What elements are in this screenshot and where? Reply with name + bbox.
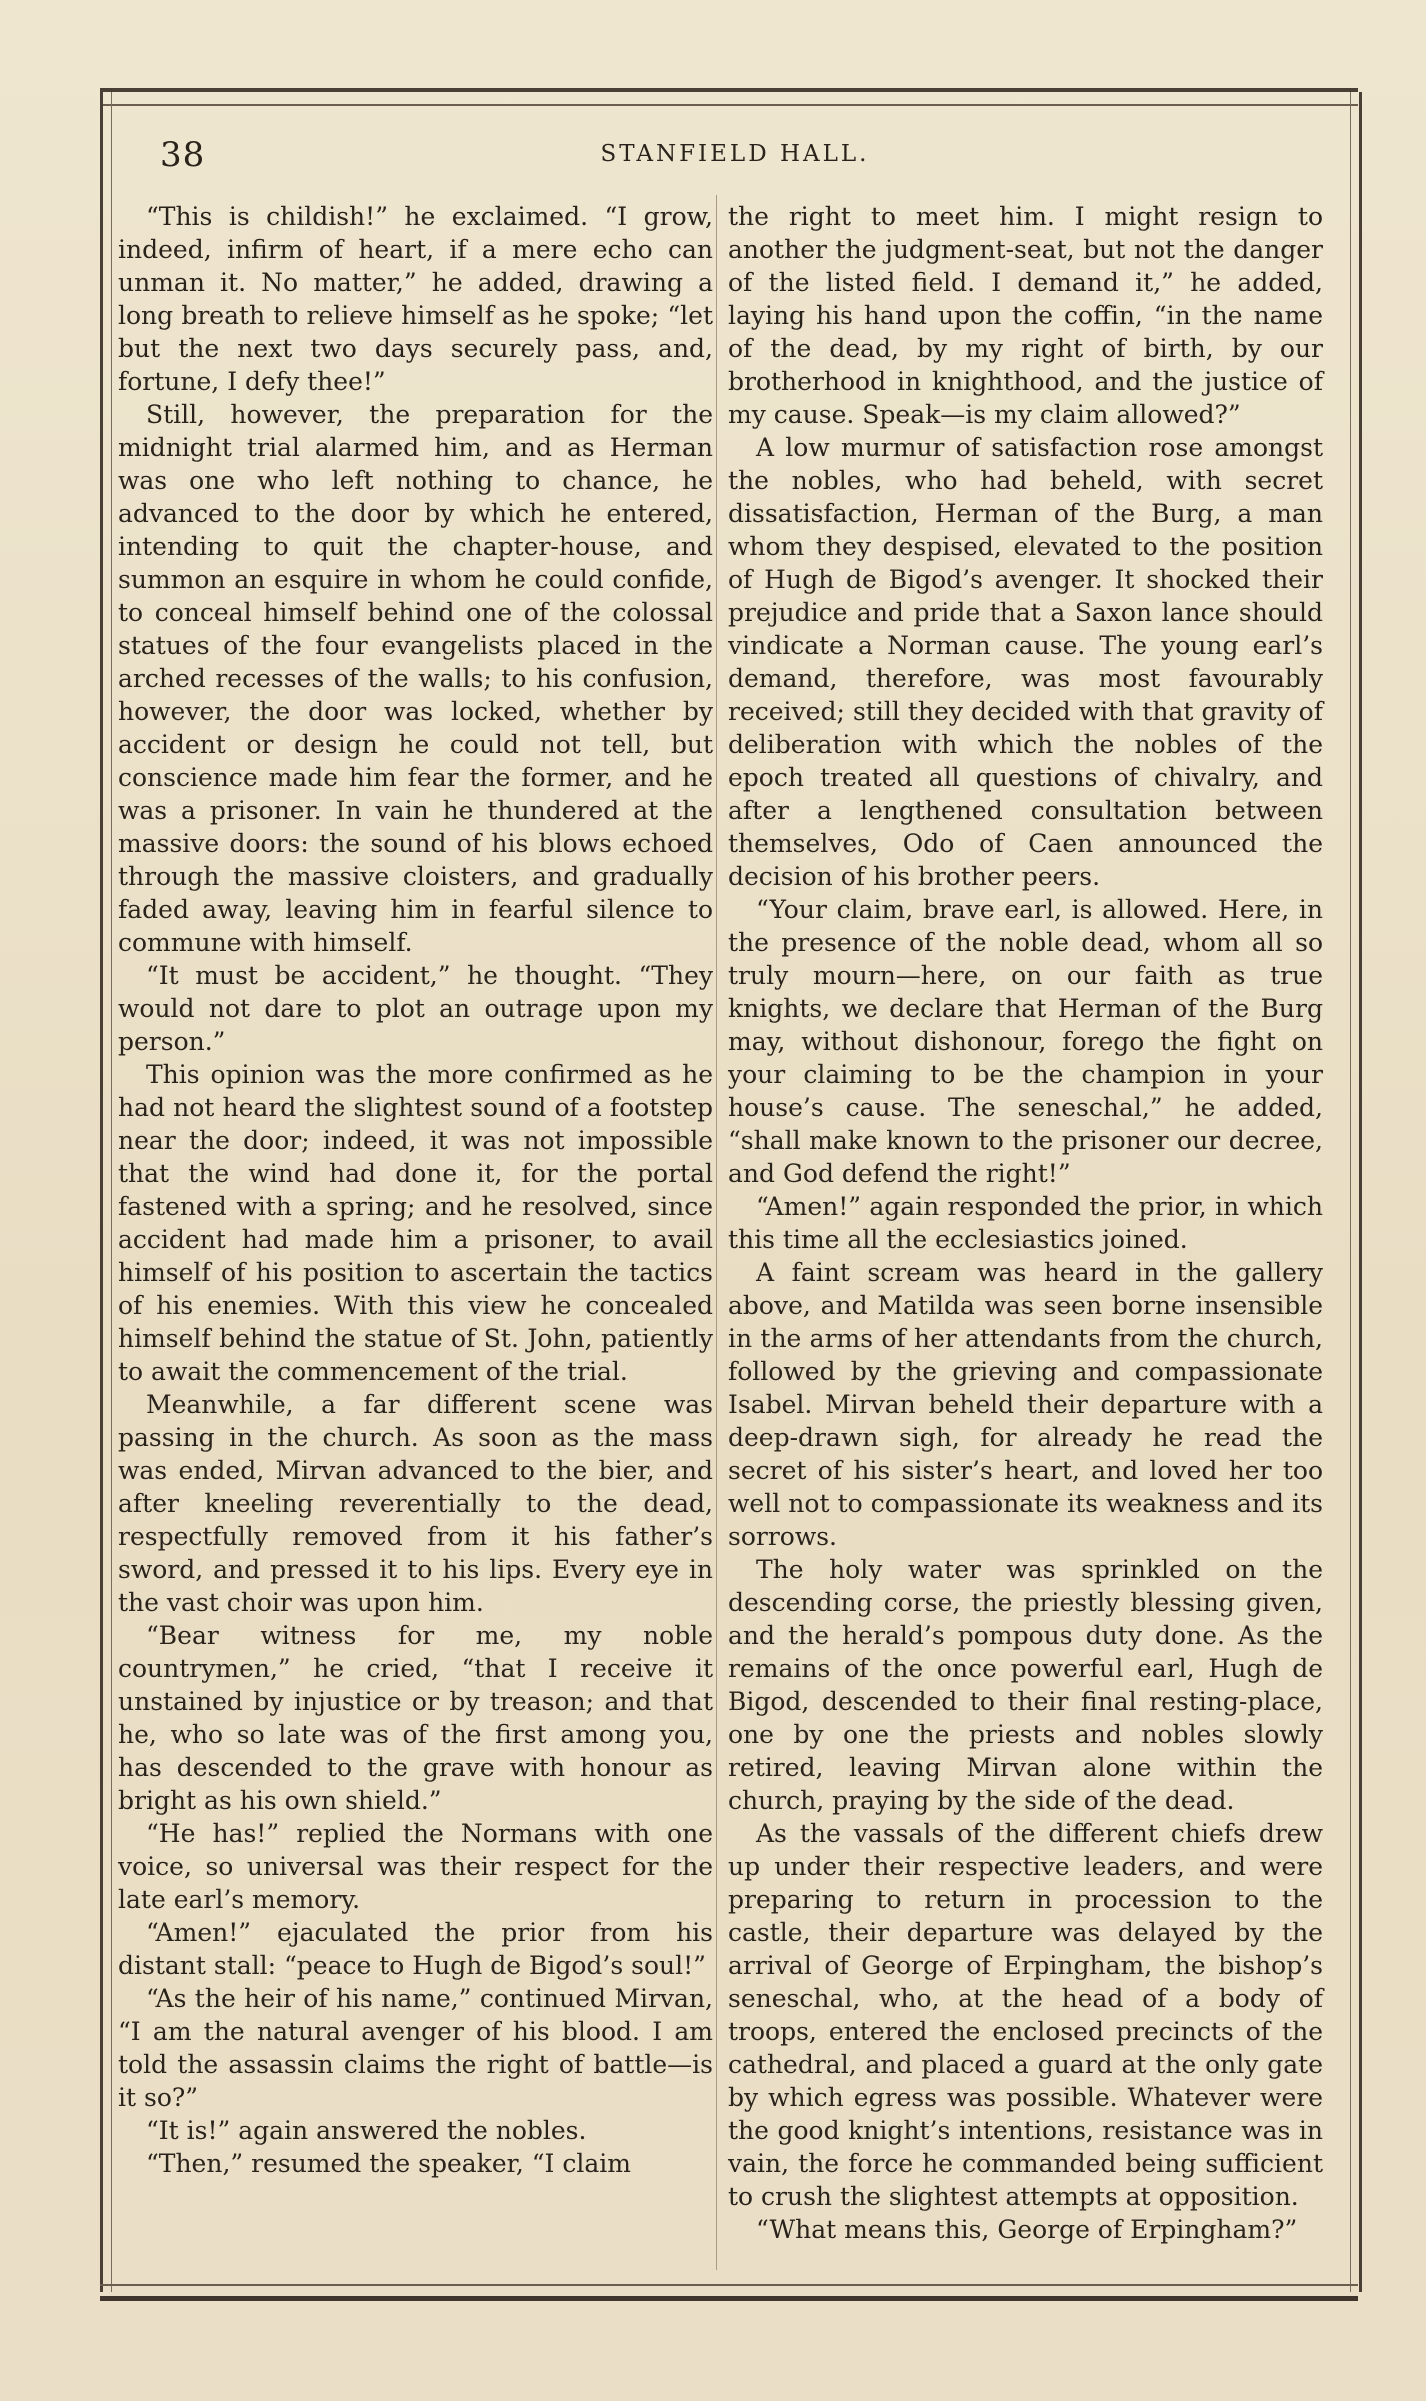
- paragraph: “It is!” again answered the nobles.: [146, 2116, 587, 2145]
- paragraph: Still, however, the preparation for the midnight trial alarmed him, and as Herman was one who left nothing to chance, he advanced to the door by which he entered, intending to quit the chapter-house, and summon an esquire in whom he could confide, to conceal himself behind one of the colossal statues of the four evangelists placed in the arched recesses of the walls; to his confusion, however, the door was locked, whether by accident or design he could not tell, but conscience made him fear the former, and he was a prisoner. In vain he thundered at the massive doors: the sound of his blows echoed through the massive cloisters, and gradually faded away, leaving him in fearful silence to commune with himself.: [118, 400, 713, 957]
- left-column: [118, 200, 713, 2180]
- running-title: STANFIELD HALL.: [600, 141, 870, 167]
- paragraph: “Then,” resumed the speaker, “I claim: [146, 2149, 631, 2178]
- page-frame-top-rule: [100, 88, 1358, 106]
- paragraph: This opinion was the more confirmed as he had not heard the slightest sound of a footstep near the door; indeed, it was not impossible that the wind had done it, for the portal fastened with a spring; and he resolved, since accident had made him a prisoner, to avail himself of his position to ascertain the tactics of his enemies. With this view he concealed himself behind the statue of St. John, patiently to await the commencement of the trial.: [118, 1060, 713, 1386]
- paragraph: “This is childish!” he exclaimed. “I grow, indeed, infirm of heart, if a mere echo can unman it. No matter,” he added, drawing a long breath to relieve himself as he spoke; “let but the next two days securely pass, and, fortune, I defy thee!”: [118, 202, 713, 396]
- paragraph: “What means this, George of Erpingham?”: [756, 2215, 1298, 2244]
- column-divider: [716, 195, 717, 2270]
- paragraph: “He has!” replied the Normans with one voice, so universal was their respect for the late earl’s memory.: [118, 1819, 713, 1914]
- paragraph: “As the heir of his name,” continued Mirvan, “I am the natural avenger of his blood. I am told the assassin claims the right of battle—is it so?”: [118, 1984, 713, 2112]
- paragraph: The holy water was sprinkled on the descending corse, the priestly blessing given, and the herald’s pompous duty done. As the remains of the once powerful earl, Hugh de Bigod, descended to their final resting-place, one by one the priests and nobles slowly retired, leaving Mirvan alone within the church, praying by the side of the dead.: [728, 1555, 1323, 1815]
- page-header: [160, 135, 1310, 175]
- page-frame-left-rule: [100, 92, 112, 2292]
- paragraph: “Bear witness for me, my noble countrymen,” he cried, “that I receive it unstained by injustice or by treason; and that he, who so late was of the first among you, has descended to the grave with honour as bright as his own shield.”: [118, 1621, 713, 1815]
- page-frame-right-rule: [1350, 92, 1362, 2292]
- paragraph: “Your claim, brave earl, is allowed. Here, in the presence of the noble dead, whom all so truly mourn—here, on our faith as true knights, we declare that Herman of the Burg may, without dishonour, forego the fight on your claiming to be the champion in your house’s cause. The seneschal,” he added, “shall make known to the prisoner our decree, and God defend the right!”: [728, 895, 1323, 1188]
- paragraph: A faint scream was heard in the gallery above, and Matilda was seen borne insensible in the arms of her attendants from the church, followed by the grieving and compassionate Isabel. Mirvan beheld their departure with a deep-drawn sigh, for already he read the secret of his sister’s heart, and loved her too well not to compassionate its weakness and its sorrows.: [728, 1258, 1323, 1551]
- page-number: 38: [160, 135, 206, 175]
- paragraph: A low murmur of satisfaction rose amongst the nobles, who had beheld, with secret dissatisfaction, Herman of the Burg, a man whom they despised, elevated to the position of Hugh de Bigod’s avenger. It shocked their prejudice and pride that a Saxon lance should vindicate a Norman cause. The young earl’s demand, therefore, was most favourably received; still they decided with that gravity of deliberation with which the nobles of the epoch treated all questions of chivalry, and after a lengthened consultation between themselves, Odo of Caen announced the decision of his brother peers.: [728, 433, 1323, 891]
- page-frame-bottom-rule: [100, 2284, 1358, 2301]
- paragraph: Meanwhile, a far different scene was passing in the church. As soon as the mass was ended, Mirvan advanced to the bier, and after kneeling reverentially to the dead, respectfully removed from it his father’s sword, and pressed it to his lips. Every eye in the vast choir was upon him.: [118, 1390, 713, 1617]
- paragraph: “Amen!” again responded the prior, in which this time all the ecclesiastics joined.: [728, 1192, 1323, 1254]
- paragraph: As the vassals of the different chiefs drew up under their respective leaders, and were preparing to return in procession to the castle, their departure was delayed by the arrival of George of Erpingham, the bishop’s seneschal, who, at the head of a body of troops, entered the enclosed precincts of the cathedral, and placed a guard at the only gate by which egress was possible. Whatever were the good knight’s intentions, resistance was in vain, the force he commanded being sufficient to crush the slightest attempts at opposition.: [728, 1819, 1323, 2211]
- paragraph: “It must be accident,” he thought. “They would not dare to plot an outrage upon my person.”: [118, 961, 713, 1056]
- paragraph-continued: the right to meet him. I might resign to another the judgment-seat, but not the danger of the listed field. I demand it,” he added, laying his hand upon the coffin, “in the name of the dead, by my right of birth, by our brotherhood in knighthood, and the justice of my cause. Speak—is my claim allowed?”: [728, 202, 1323, 429]
- paragraph: “Amen!” ejaculated the prior from his distant stall: “peace to Hugh de Bigod’s soul!”: [118, 1918, 713, 1980]
- right-column: [728, 200, 1323, 2246]
